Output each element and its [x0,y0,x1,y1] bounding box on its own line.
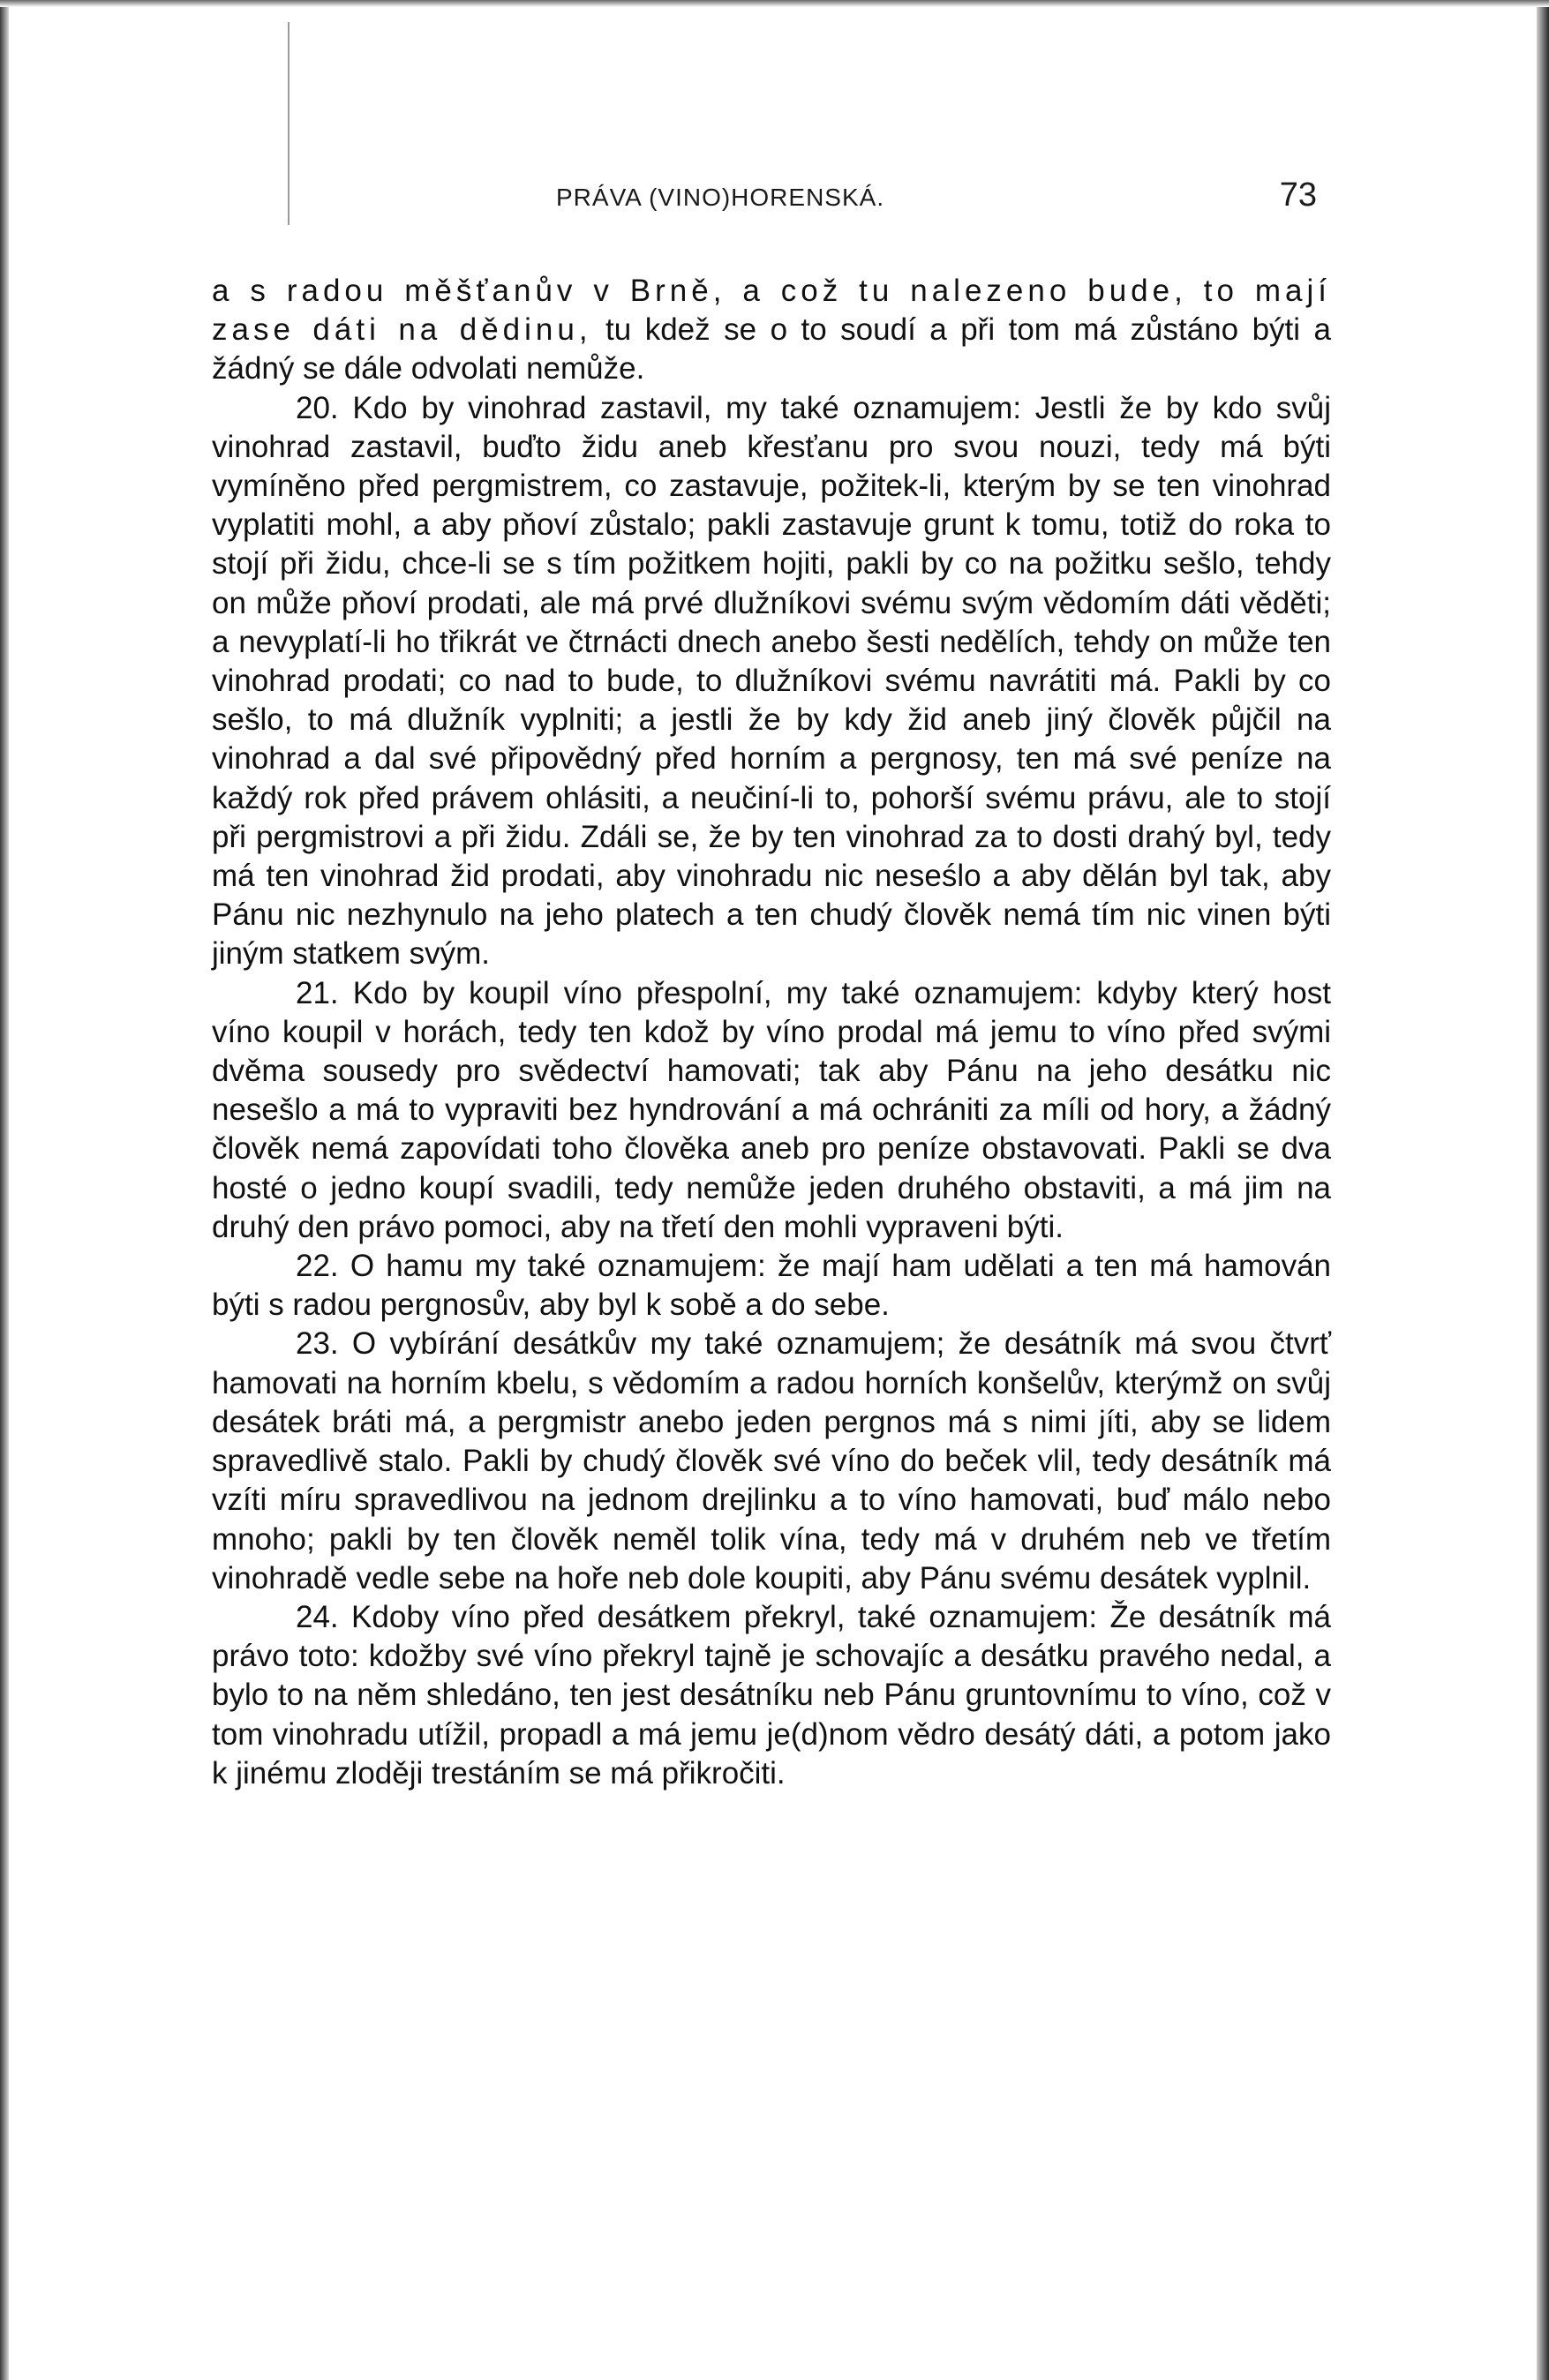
paragraph-continued [212,272,1331,389]
paragraph-section-23: 23. O vybírání desátkův my také oznamujem; že desátník má svou čtvrť hamovati na horním kbelu, s vědomím a radou horních konšelův, kterýmž on svůj desátek bráti má, a pergmistr anebo jeden pergnos má s nimi jíti, aby se lidem spravedlivě stalo. Pakli by chudý člověk své víno do beček vlil, tedy desátník má vzíti míru spravedlivou na jednom drejlinku a to víno hamovati, buď málo nebo mnoho; pakli by ten člověk neměl tolik vína, tedy má v druhém neb ve třetím vinohradě vedle sebe na hoře neb dole koupiti, aby Pánu svému desátek vyplnil. [212,1326,1331,1595]
scan-edge-left [0,0,9,2380]
paragraph-section-22: 22. O hamu my také oznamujem: že mají ham udělati a ten má hamován býti s radou pergnosův, aby byl k sobě a do sebe. [212,1249,1331,1323]
page-header [212,175,1342,228]
page-number: 73 [1279,176,1317,214]
paragraph-section-24: 24. Kdoby víno před desátkem překryl, také oznamujem: Že desátník má právo toto: kdožby své víno překryl tajně je schovajíc a desátku pravého nedal, a bylo to na něm shledáno, ten jest desátníku neb Pánu gruntovnímu to víno, což v tom vinohradu utížil, propadl a má jemu je(d)nom vědro desátý dáti, a potom jako k jinému zloději trestáním se má přikročiti. [212,1599,1331,1791]
body-text [212,272,1331,1793]
running-title: PRÁVA (VINO)HORENSKÁ. [556,184,885,211]
scan-edge-right [1537,0,1549,2380]
scan-edge-top [0,0,1549,7]
paragraph-section-20: 20. Kdo by vinohrad zastavil, my také oznamujem: Jestli že by kdo svůj vinohrad zastavil, buďto židu aneb křesťanu pro svou nouzi, tedy má býti vymíněno před pergmistrem, co zastavuje, požitek-li, kterým by se ten vinohrad vyplatiti mohl, a aby pňoví zůstalo; pakli zastavuje grunt k tomu, totiž do roka to stojí při židu, chce-li se s tím požitkem hojiti, pakli by co na požitku sešlo, tehdy on může pňoví prodati, ale má prvé dlužníkovi svému svým vědomím dáti věděti; a nevyplatí-li ho třikrát ve čtrnácti dnech anebo šesti nedělích, tehdy on může ten vinohrad prodati; co nad to bude, to dlužníkovi svému navrátiti má. Pakli by co sešlo, to má dlužník vyplniti; a jestli že by kdy žid aneb jiný člověk půjčil na vinohrad a dal své připovědný před horním a pergnosy, ten má své peníze na každý rok před právem ohlásiti, a neučiní-li to, pohorší svému právu, ale to stojí při pergmistrovi a při židu. Zdáli se, že by ten vinohrad za to dosti drahý byl, tedy má ten vinohrad žid prodati, aby vinohradu nic neseślo a aby dělán byl tak, aby Pánu nic nezhynulo na jeho platech a ten chudý člověk nemá tím nic vinen býti jiným statkem svým. [212,390,1331,972]
paragraph-section-21: 21. Kdo by koupil víno přespolní, my také oznamujem: kdyby který host víno koupil v horách, tedy ten kdož by víno prodal má jemu to víno před svými dvěma sousedy pro svědectví hamovati; tak aby Pánu na jeho desátku nic nesešlo a má to vypraviti bez hyndrování a má ochrániti za míli od hory, a žádný člověk nemá zapovídati toho člověka aneb pro peníze obstavovati. Pakli se dva hosté o jedno koupí svadili, tedy nemůže jeden druhého obstaviti, a má jim na druhý den právo pomoci, aby na třetí den mohli vypraveni býti. [212,975,1331,1244]
spaced-lead-text: a s radou měšťanův v Brně, a což tu nalezeno bude, to mají zase dáti na dědinu, [212,274,1331,348]
paragraph-text: tu kdež se o to soudí a při tom má zůstáno býti a žádný se dále odvolati nemůže. [212,312,1331,387]
